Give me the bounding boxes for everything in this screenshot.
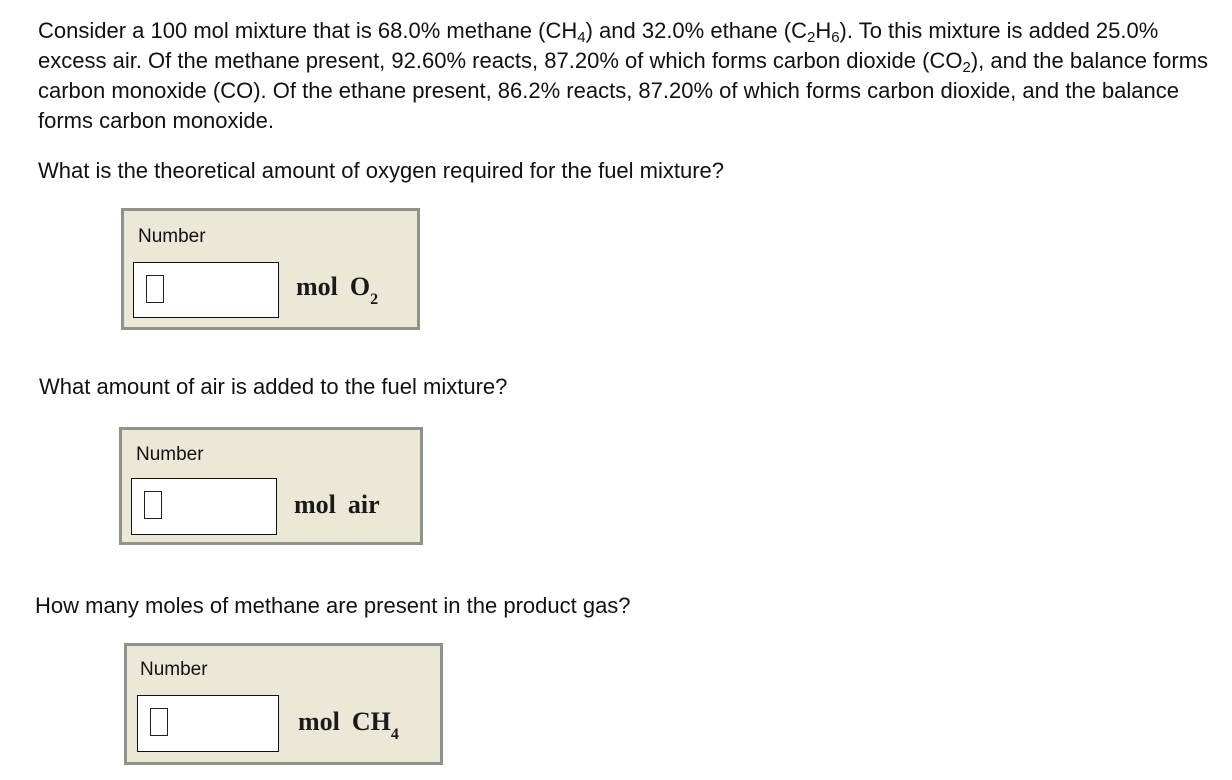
problem-subscript: 6 — [831, 29, 840, 46]
problem-subscript: 2 — [962, 59, 971, 76]
unit-word: mol — [294, 490, 336, 519]
problem-text-1: Consider a 100 mol mixture that is 68.0% methane (CH — [38, 18, 578, 43]
unit-word: mol — [298, 707, 340, 736]
unit-subscript: 2 — [370, 291, 379, 308]
unit-species: CH — [351, 707, 391, 736]
problem-text-2: ) and 32.0% ethane (C — [585, 18, 807, 43]
problem-text-5: ), and the balance forms carbon monoxide (CO). Of the ethane present, 86.2% reacts, 87.20% of which forms carbon dioxide, and the balance forms carbon monoxide. — [38, 48, 1209, 133]
number-label: Number — [136, 444, 204, 465]
problem-text-4: ). To this mixture is added 25.0% excess air. Of the methane present, 92.60% reacts, 87.20% of which forms carbon dioxide (CO — [38, 18, 1159, 73]
question-1-text: What is the theoretical amount of oxygen required for the fuel mixture? — [38, 158, 725, 183]
number-label: Number — [140, 659, 208, 680]
unit-label-1 — [296, 272, 379, 308]
answer-input-2-wrapper — [131, 478, 277, 535]
unit-subscript: 4 — [390, 726, 399, 743]
answer-input-1-wrapper — [133, 262, 279, 318]
problem-text-3: H — [815, 18, 832, 43]
answer-input-1[interactable] — [134, 263, 278, 317]
question-3-text: How many moles of methane are present in the product gas? — [35, 593, 631, 618]
unit-species: air — [347, 490, 380, 519]
answer-box-3 — [124, 643, 443, 765]
answer-box-2 — [119, 427, 423, 545]
unit-species: O — [349, 272, 371, 301]
problem-subscript: 4 — [577, 29, 586, 46]
answer-box-1 — [121, 208, 420, 330]
answer-input-2[interactable] — [132, 479, 276, 534]
answer-input-3[interactable] — [138, 696, 278, 751]
question-2-text: What amount of air is added to the fuel mixture? — [39, 374, 508, 399]
problem-subscript: 2 — [806, 29, 816, 46]
unit-label-2 — [294, 490, 380, 520]
number-label: Number — [138, 226, 206, 247]
problem-statement — [38, 16, 1218, 136]
unit-label-3 — [298, 707, 399, 743]
unit-word: mol — [296, 272, 338, 301]
answer-input-3-wrapper — [137, 695, 279, 752]
